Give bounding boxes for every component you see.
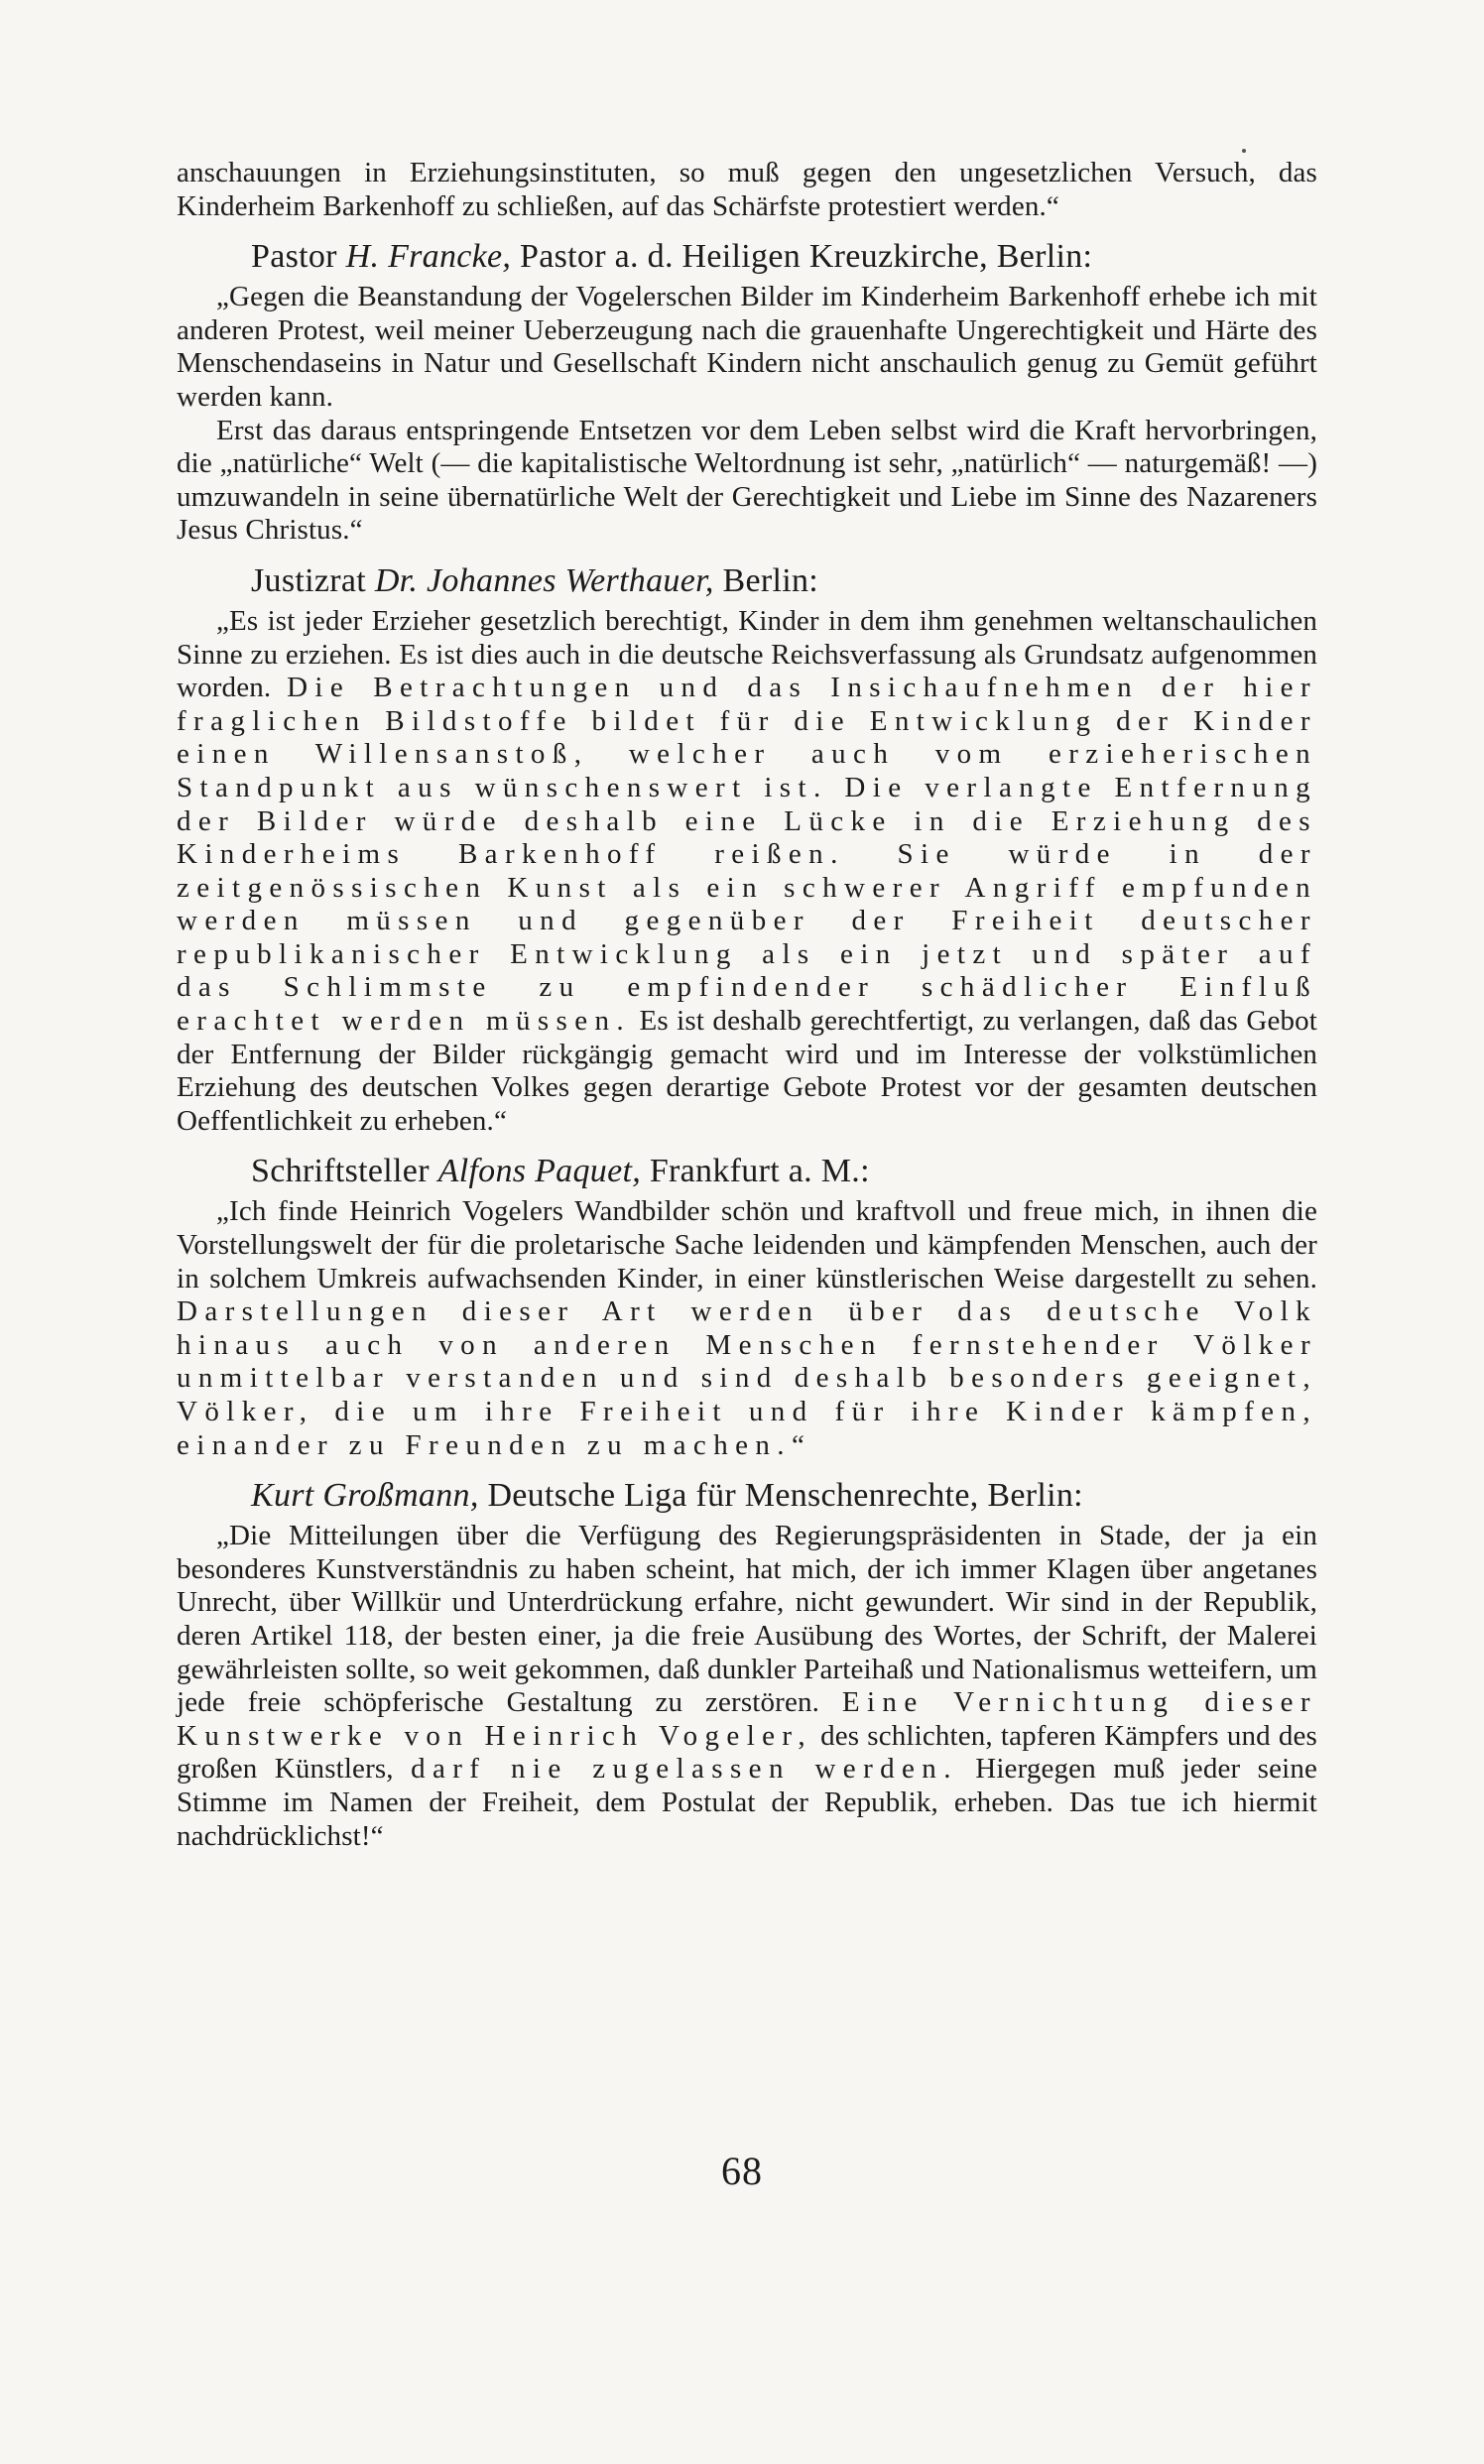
quote-text: Es ist deshalb gerechtfertigt, zu verlangen, daß das Gebot der Entfernung der Bilder rückgängig gemacht wird und im Interesse der volkstümlichen Erziehung des deutschen Volkes gegen derartige Gebote Protest vor der gesamten deutschen Oeffentlichkeit zu erheben.“ xyxy=(177,1005,1317,1137)
statement-heading-werthauer xyxy=(177,561,1317,601)
quote-text: „Ich finde Heinrich Vogelers Wandbilder schön und kraftvoll und freue mich, in ihnen die Vorstellungswelt der für die proletarische Sache leidenden und kämpfenden Menschen, auch der in solchem Umkreis aufwachsenden Kinder, in einer künstlerischen Weise dargestellt zu sehen. xyxy=(177,1195,1317,1294)
quote-text: Hiergegen muß jeder seine Stimme im Namen der Freiheit, dem Postulat der Republik, erheben. Das tue ich hiermit nachdrücklichst!“ xyxy=(177,1753,1318,1852)
quote-paragraph xyxy=(177,1195,1317,1462)
statement-author-name: Dr. Johannes Werthauer, xyxy=(374,561,714,599)
quote-emphasized-text: darf nie zugelassen werden. xyxy=(411,1753,958,1786)
statement-role: Schriftsteller xyxy=(251,1153,438,1190)
statement-heading-grossmann xyxy=(177,1476,1317,1516)
statement-heading-paquet xyxy=(177,1152,1317,1191)
quote-paragraph: „Gegen die Beanstandung der Vogelerschen Bilder im Kinderheim Barkenhoff erhebe ich mit anderen Protest, weil meiner Ueberzeugung nach die grauenhafte Ungerechtigkeit und Härte des Menschendaseins in Natur und Gesellschaft Kindern nicht anschaulich genug zu Gemüt geführt werden kann. xyxy=(177,281,1317,413)
statement-affiliation: Frankfurt a. M.: xyxy=(641,1153,870,1190)
statement-affiliation: Deutsche Liga für Menschenrechte, Berlin: xyxy=(478,1477,1083,1515)
statement-author-name: Alfons Paquet, xyxy=(437,1153,642,1190)
statement-author-name: H. Francke, xyxy=(345,238,512,276)
quote-emphasized-text: Darstellungen dieser Art werden über das deutsche Volk hinaus auch von anderen Menschen fernstehender Völker unmittelbar verstanden und sind deshalb besonders geeignet, Völker, die um ihre Freiheit und für ihre Kinder kämpfen, einander zu Freunden zu machen. xyxy=(177,1295,1317,1461)
page-number: 68 xyxy=(721,2149,763,2193)
intro-paragraph: anschauungen in Erziehungsinstituten, so muß gegen den ungesetzlichen Versuch, das Kinderheim Barkenhoff zu schließen, auf das Schärfste protestiert werden.“ xyxy=(177,157,1317,222)
statement-author-name: Kurt Großmann, xyxy=(251,1477,479,1515)
quote-text: „Es ist jeder Erzieher gesetzlich berechtigt, Kinder in dem ihm genehmen weltanschaulichen Sinne zu erziehen. Es ist dies auch in die deutsche Reichsverfassung als Grundsatz aufgenommen worden. xyxy=(177,604,1317,704)
statement-affiliation: Berlin: xyxy=(713,561,819,599)
quote-text: des schlichten, tapferen Kämpfers und des großen Künstlers, xyxy=(177,1719,1317,1786)
print-speck xyxy=(1242,149,1246,153)
statement-quote-paquet xyxy=(177,1195,1317,1462)
quote-paragraph: Erst das daraus entspringende Entsetzen vor dem Leben selbst wird die Kraft hervorbringen, die „natürliche“ Welt (— die kapitalistische Weltordnung ist sehr, „natürlich“ — naturgemäß! —) umzuwandeln in seine übernatürliche Welt der Gerechtigkeit und Liebe im Sinne des Nazareners Jesus Christus.“ xyxy=(177,414,1317,547)
quote-text: “ xyxy=(791,1428,804,1461)
quote-emphasized-text: Die Betrachtungen und das Insichaufnehmen der hier fraglichen Bildstoffe bildet für die Entwicklung der Kinder einen Willensanstoß, welcher auch vom erzieherischen Standpunkt aus wünschenswert ist. Die verlangte Entfernung der Bilder würde deshalb eine Lücke in die Erziehung des Kinderheims Barkenhoff reißen. Sie würde in der zeitgenössischen Kunst als ein schwerer Angriff empfunden werden müssen und gegenüber der Freiheit deutscher republikanischer Entwicklung als ein jetzt und später auf das Schlimmste zu empfindender schädlicher Einfluß erachtet werden müssen. xyxy=(177,672,1318,1038)
quote-paragraph xyxy=(177,605,1317,1139)
statement-quote-werthauer xyxy=(177,605,1317,1139)
document-body xyxy=(177,157,1317,1865)
statement-affiliation: Pastor a. d. Heiligen Kreuzkirche, Berlin: xyxy=(511,238,1093,276)
quote-emphasized-text: Eine Vernichtung dieser Kunstwerke von Heinrich Vogeler, xyxy=(177,1686,1317,1752)
statement-quote-francke xyxy=(177,281,1317,548)
quote-text: „Die Mitteilungen über die Verfügung des Regierungspräsidenten in Stade, der ja ein besonderes Kunstverständnis zu haben scheint, hat mich, der ich immer Klagen über angetanes Unrecht, über Willkür und Unterdrückung erfahre, nicht gewundert. Wir sind in der Republik, deren Artikel 118, der besten einer, ja die freie Ausübung des Wortes, der Schrift, der Malerei gewährleisten sollte, so weit gekommen, daß dunkler Parteihaß und Nationalismus wetteifern, um jede freie schöpferische Gestaltung zu zerstören. xyxy=(177,1520,1317,1719)
statement-heading-francke xyxy=(177,237,1317,277)
quote-paragraph xyxy=(177,1520,1317,1853)
statement-quote-grossmann xyxy=(177,1520,1317,1853)
statement-role: Pastor xyxy=(251,238,346,276)
statement-role: Justizrat xyxy=(251,561,375,599)
